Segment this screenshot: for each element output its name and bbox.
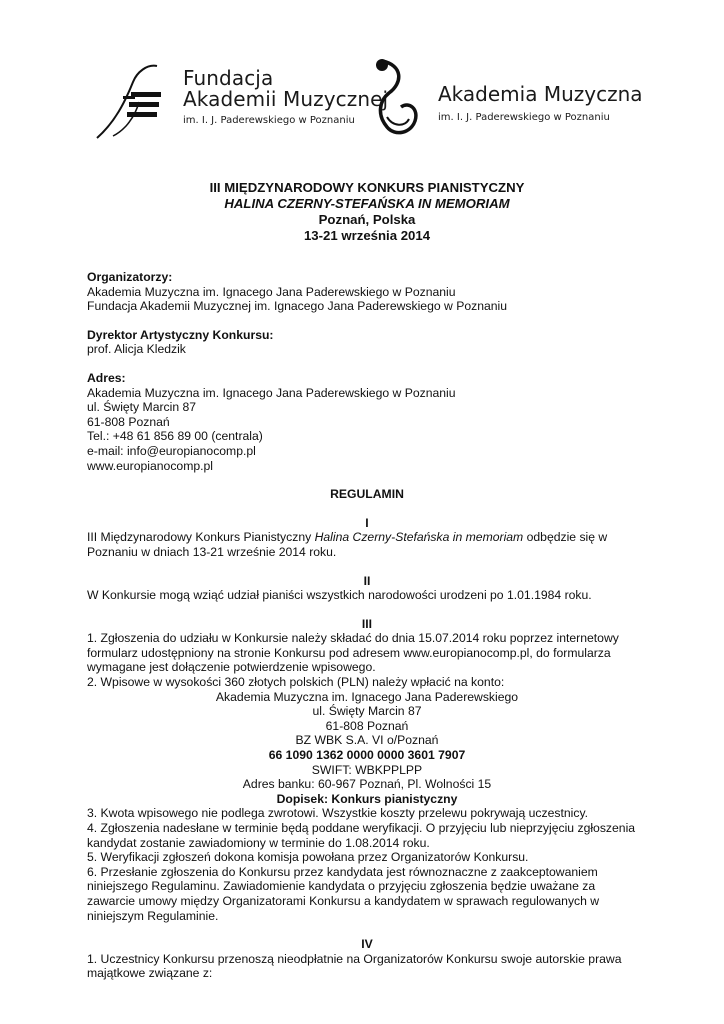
bank-street: ul. Święty Marcin 87 (312, 704, 422, 719)
phone-line: Tel.: +48 61 856 89 00 (centrala) (87, 429, 263, 444)
section-2 (87, 574, 647, 603)
academy-logo-text (438, 83, 643, 125)
section-1-text-post: odbędzie się w (523, 530, 608, 545)
tuning-fork-logo-icon (95, 62, 165, 140)
paragraph-line: 1. Zgłoszenia do udziału w Konkursie należy składać do dnia 15.07.2014 roku poprzez internetowy (87, 631, 619, 646)
bank-details (87, 690, 647, 807)
organizer-line: Akademia Muzyczna im. Ignacego Jana Paderewskiego w Poznaniu (87, 284, 456, 299)
section-1-text-pre: III Międzynarodowy Konkurs Pianistyczny (87, 530, 315, 545)
document-title (87, 180, 647, 244)
transfer-note: Dopisek: Konkurs pianistyczny (276, 791, 458, 806)
section-2-text: W Konkursie mogą wziąć udział pianiści wszystkich narodowości urodzeni po 1.01.1984 roku. (87, 588, 592, 603)
address-label: Adres: (87, 370, 126, 385)
paragraph-line: 6. Przesłanie zgłoszenia do Konkursu przez kandydata jest równoznaczne z zaakceptowaniem (87, 864, 598, 879)
title-line4: 13-21 września 2014 (303, 228, 431, 243)
bank-swift: SWIFT: WBKPPLPP (311, 762, 423, 777)
academy-logo-line2: im. I. J. Paderewskiego w Poznaniu (438, 112, 610, 123)
address-line: ul. Święty Marcin 87 (87, 400, 197, 415)
academy-logo-line1: Akademia Muzyczna (438, 82, 643, 106)
foundation-logo-text (183, 68, 388, 128)
paragraph-line: kandydat zostanie zawiadomiony w terminie do 1.08.2014 roku. (87, 835, 430, 850)
email-line[interactable]: e-mail: info@europianocomp.pl (87, 443, 256, 458)
section-1 (87, 516, 647, 560)
address-line: 61-808 Poznań (87, 414, 170, 429)
paragraph-line: niniejszego Regulaminu. Zawiadomienie kandydata o przyjęciu zgłoszenia będzie uważane za (87, 879, 596, 894)
organizer-line: Fundacja Akademii Muzycznej im. Ignacego Jana Paderewskiego w Poznaniu (87, 299, 508, 314)
director-section (87, 328, 647, 357)
document-body (87, 180, 647, 981)
address-section (87, 371, 647, 473)
paragraph-line: niniejszym Regulaminie. (87, 908, 219, 923)
paragraph-line: 5. Weryfikacji zgłoszeń dokona komisja powołana przez Organizatorów Konkursu. (87, 850, 529, 865)
foundation-logo-line3: im. I. J. Paderewskiego w Poznaniu (183, 115, 355, 126)
paragraph-line: 4. Zgłoszenia nadesłane w terminie będą poddane weryfikacji. O przyjęciu lub nieprzyjęciu zgłoszenia (87, 821, 636, 835)
section-4 (87, 937, 647, 981)
director-name: prof. Alicja Kledzik (87, 342, 186, 357)
foundation-logo-line2: Akademii Muzycznej (183, 87, 389, 111)
section-number: IV (361, 937, 373, 952)
paragraph-line: 3. Kwota wpisowego nie podlega zwrotowi. Wszystkie koszty przelewu pokrywają uczestnicy. (87, 806, 589, 821)
section-1-text (87, 530, 647, 545)
bank-city: 61-808 Poznań (325, 718, 409, 733)
paragraph-line: 1. Uczestnicy Konkursu przenoszą nieodpłatnie na Organizatorów Konkursu swoje autorskie prawa (87, 951, 622, 966)
title-line3: Poznań, Polska (318, 212, 416, 227)
foundation-logo-line1: Fundacja (183, 66, 274, 90)
bank-address: Adres banku: 60-967 Poznań, Pl. Wolności 15 (242, 777, 492, 792)
address-line: Akademia Muzyczna im. Ignacego Jana Paderewskiego w Poznaniu (87, 385, 456, 400)
bank-recipient: Akademia Muzyczna im. Ignacego Jana Paderewskiego (215, 689, 519, 704)
section-1-text-line2: Poznaniu w dniach 13-21 wrześnie 2014 roku. (87, 544, 337, 559)
paragraph-line: zawarcie umowy między Organizatorami Konkursu a kandydatem w sprawach regulowanych w (87, 893, 600, 908)
organizers-label: Organizatorzy: (87, 270, 173, 284)
paragraph-line: formularz udostępniony na stronie Konkursu pod adresem www.europianocomp.pl, do formularza (87, 645, 611, 660)
bank-account-number: 66 1090 1362 0000 0000 3601 7907 (268, 748, 466, 763)
section-number: III (361, 616, 373, 631)
competition-name-italic: Halina Czerny-Stefańska in memoriam (314, 530, 524, 545)
paragraph-line: wymagane jest dołączenie potwierdzenie wpisowego. (87, 660, 376, 675)
website-line[interactable]: www.europianocomp.pl (87, 458, 214, 473)
title-line2: HALINA CZERNY-STEFAŃSKA IN MEMORIAM (224, 196, 510, 211)
paragraph-line: majątkowe związane z: (87, 966, 213, 981)
clef-logo-icon (373, 57, 421, 139)
title-line1: III MIĘDZYNARODOWY KONKURS PIANISTYCZNY (209, 180, 525, 195)
organizers-section (87, 270, 647, 314)
director-label: Dyrektor Artystyczny Konkursu: (87, 327, 274, 342)
paragraph-line: 2. Wpisowe w wysokości 360 złotych polskich (PLN) należy wpłacić na konto: (87, 675, 505, 690)
bank-name: BZ WBK S.A. VI o/Poznań (295, 733, 439, 748)
section-number: II (363, 573, 371, 588)
section-number: I (365, 515, 369, 530)
header-logos (0, 0, 724, 160)
regulamin-heading: REGULAMIN (330, 487, 404, 502)
section-3 (87, 617, 647, 923)
